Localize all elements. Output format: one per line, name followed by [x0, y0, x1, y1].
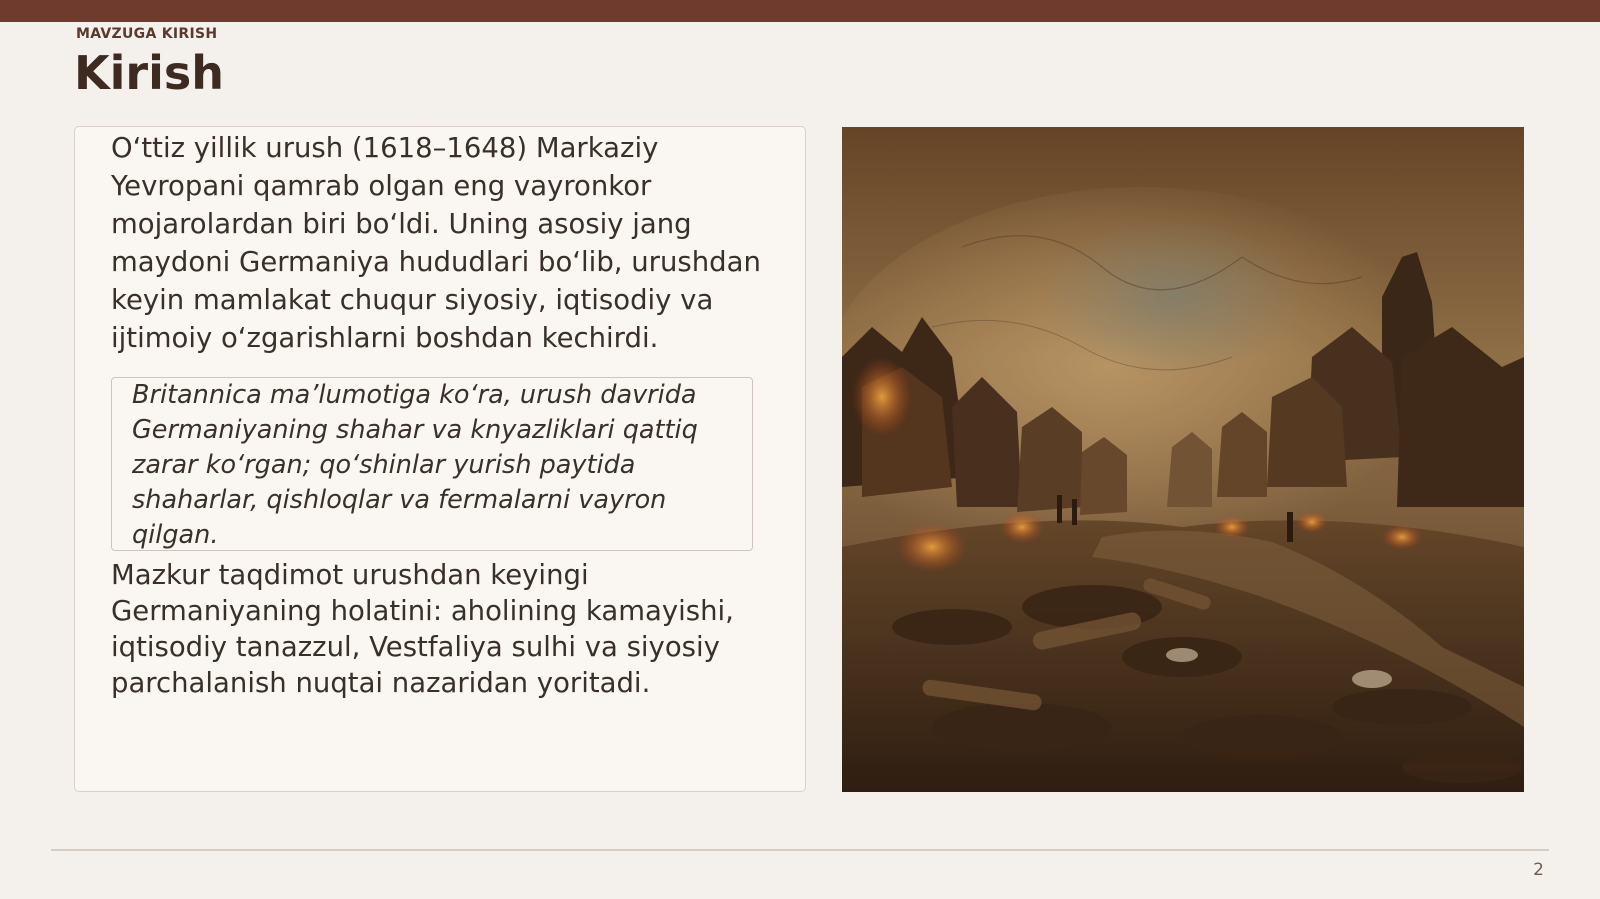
text-card [74, 126, 806, 792]
page-number: 2 [1533, 860, 1544, 880]
slide-title: Kirish [74, 46, 224, 100]
intro-paragraph: O‘ttiz yillik urush (1618–1648) Markaziy Yevropani qamrab olgan eng vayronkor mojarolardan biri bo‘ldi. Uning asosiy jang maydoni Germaniya hududlari bo‘lib, urushdan keyin mamlakat chuqur siyosiy, iqtisodiy va ijtimoiy o‘zgarishlarni boshdan kechirdi. [111, 132, 761, 354]
quote-box [111, 377, 753, 551]
section-kicker: MAVZUGA KIRISH [76, 26, 218, 42]
top-accent-bar [0, 0, 1600, 22]
quote-text: Britannica ma’lumotiga ko‘ra, urush davrida Germaniyaning shahar va knyazliklari qattiq zarar ko‘rgan; qo‘shinlar yurish paytida shaharlar, qishloqlar va fermalarni vayron qilgan. [132, 380, 698, 550]
war-ruins-illustration [842, 127, 1524, 792]
footer-divider [51, 849, 1549, 851]
outro-paragraph: Mazkur taqdimot urushdan keyingi Germaniyaning holatini: aholining kamayishi, iqtisodiy tanazzul, Vestfaliya sulhi va siyosiy parchalanish nuqtai nazaridan yoritadi. [111, 559, 734, 699]
